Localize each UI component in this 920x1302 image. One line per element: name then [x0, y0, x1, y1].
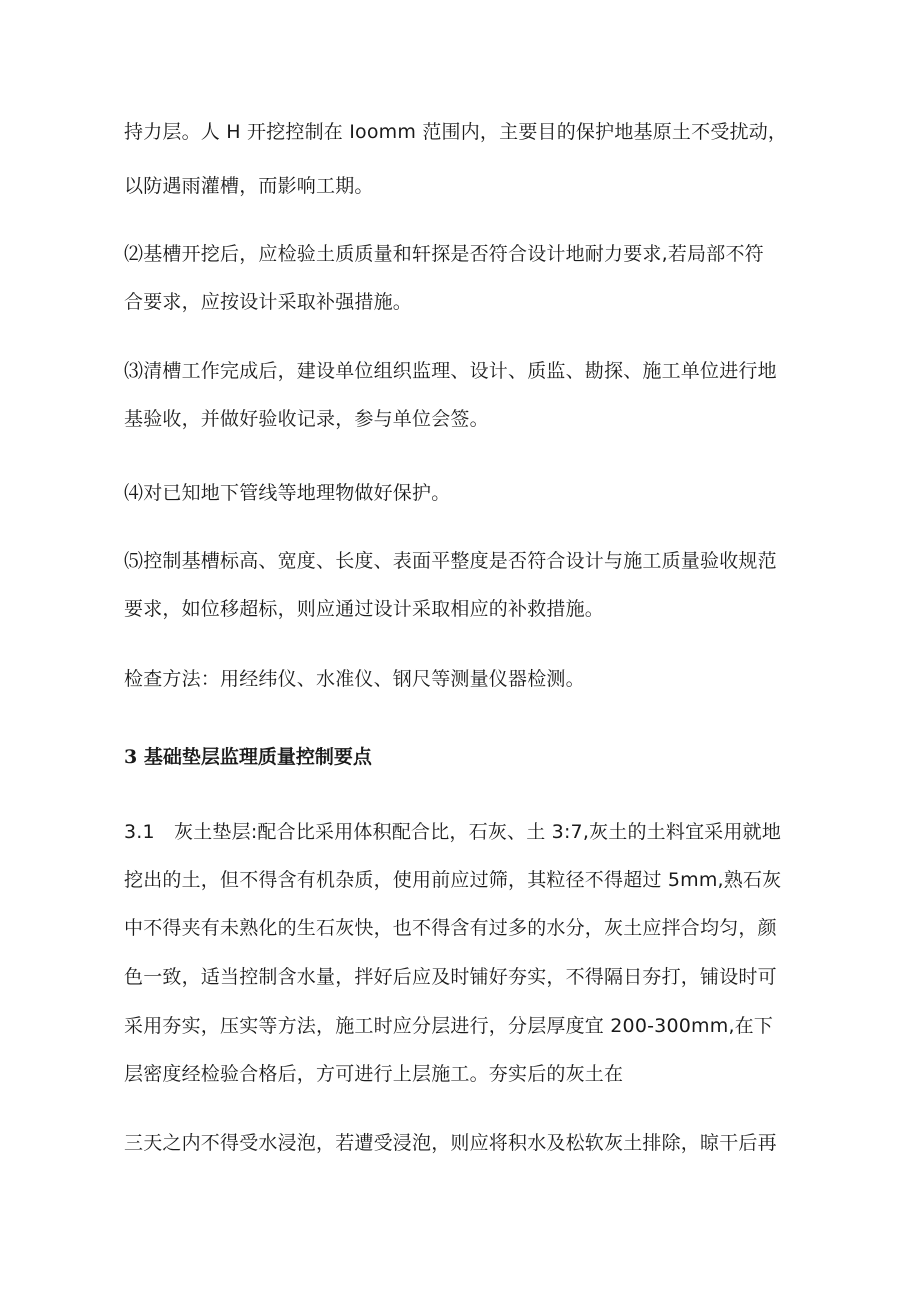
body-text-line: 层密度经检验合格后，方可进行上层施工。夯实后的灰土在 — [124, 1063, 624, 1085]
section-heading: 3 基础垫层监理质量控制要点 — [124, 746, 372, 768]
body-text-line: ⑶清槽工作完成后，建设单位组织监理、设计、质监、勘探、施工单位进行地 — [124, 360, 777, 382]
body-text-line: 3.1 灰土垫层:配合比采用体积配合比，石灰、土 3:7,灰土的土料宜采用就地 — [124, 821, 782, 843]
body-text-line: 中不得夹有未熟化的生石灰快，也不得含有过多的水分，灰土应拌合均匀，颜 — [124, 917, 777, 939]
body-text-line: 以防遇雨灌槽，而影响工期。 — [124, 175, 374, 197]
body-text-line: ⑵基槽开挖后，应检验土质质量和轩探是否符合设计地耐力要求,若局部不符 — [124, 243, 764, 265]
body-text-line: 基验收，并做好验收记录，参与单位会签。 — [124, 408, 489, 430]
body-text-line: 采用夯实，压实等方法，施工时应分层进行，分层厚度宜 200-300mm,在下 — [124, 1015, 774, 1037]
body-text-line: 挖出的土，但不得含有机杂质，使用前应过筛，其粒径不得超过 5mm,熟石灰 — [124, 869, 782, 891]
body-text-line: 检查方法：用经纬仪、水准仪、钢尺等测量仪器检测。 — [124, 668, 585, 690]
body-text-line: ⑷对已知地下管线等地理物做好保护。 — [124, 482, 451, 504]
body-text-line: ⑸控制基槽标高、宽度、长度、表面平整度是否符合设计与施工质量验收规范 — [124, 550, 777, 572]
body-text-line: 合要求，应按设计采取补强措施。 — [124, 291, 413, 313]
body-text-line: 色一致，适当控制含水量，拌好后应及时铺好夯实，不得隔日夯打，铺设时可 — [124, 966, 777, 988]
body-text-line: 要求，如位移超标，则应通过设计采取相应的补救措施。 — [124, 598, 605, 620]
body-text-line: 持力层。人 H 开挖控制在 Ioomm 范围内，主要目的保护地基原土不受扰动， — [124, 121, 788, 143]
body-text-line: 三天之内不得受水浸泡，若遭受浸泡，则应将积水及松软灰土排除，晾干后再 — [124, 1132, 777, 1154]
